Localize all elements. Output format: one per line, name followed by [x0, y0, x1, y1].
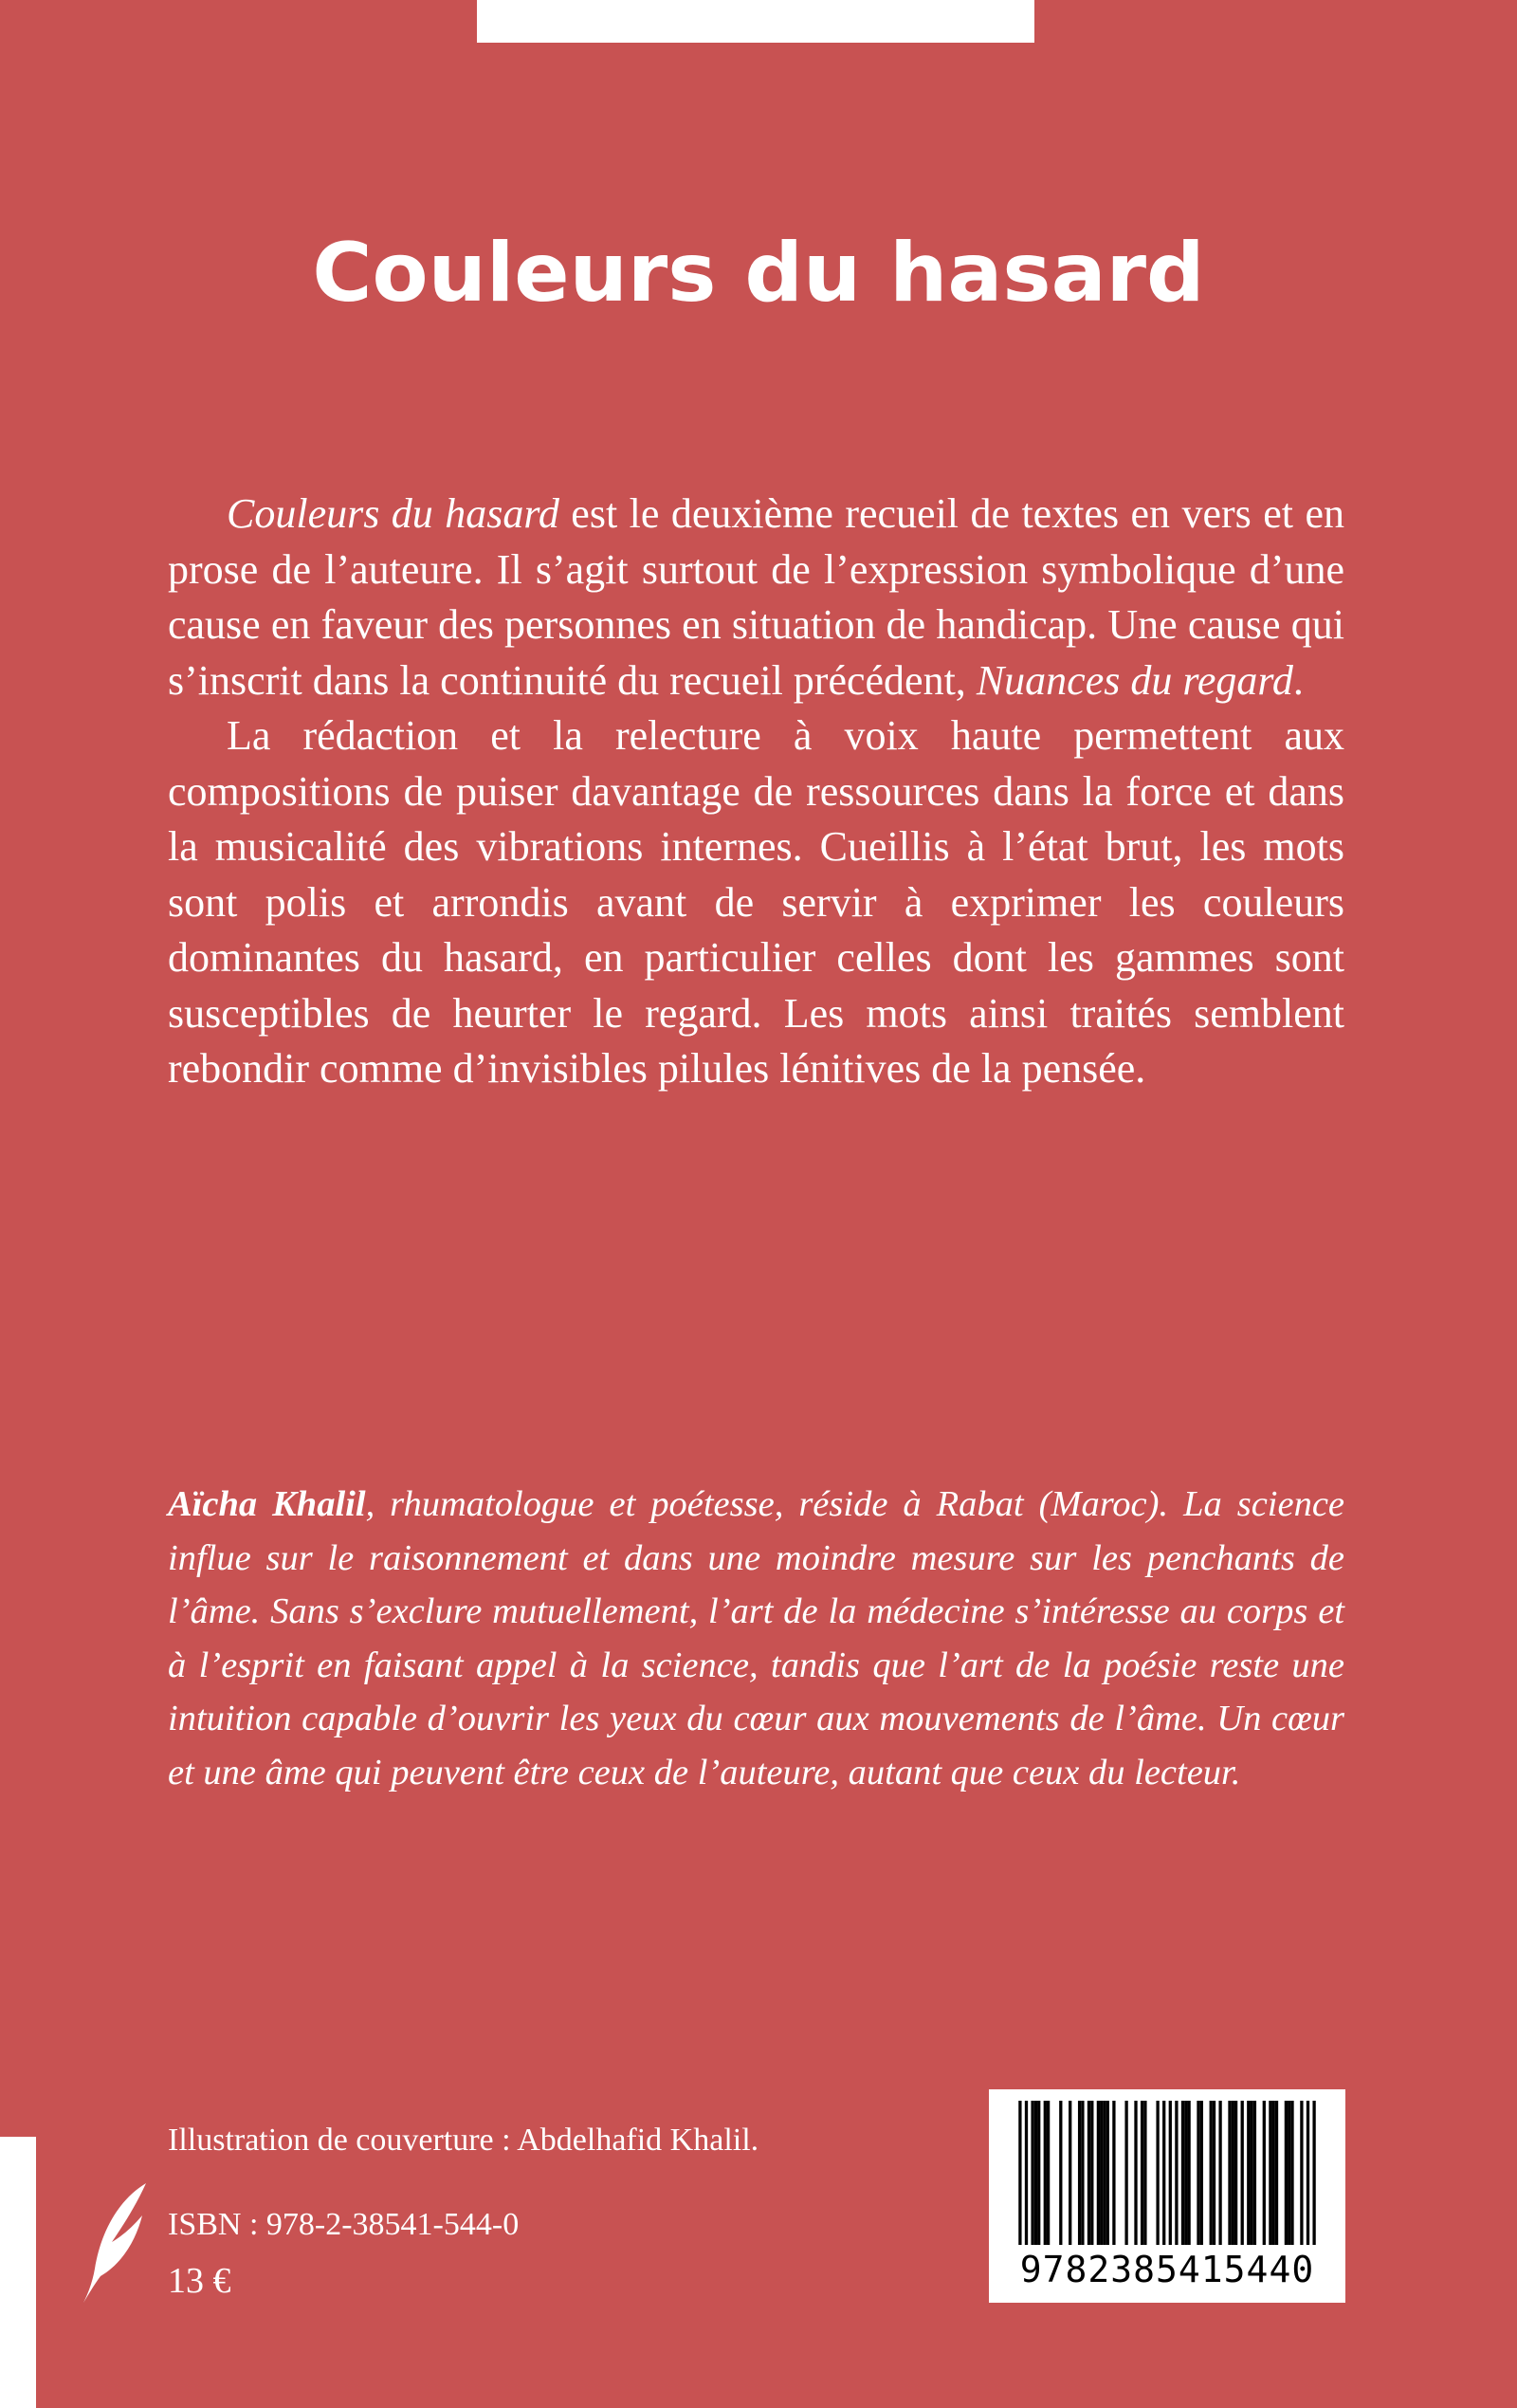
- barcode-bar: [1187, 2101, 1190, 2245]
- feather-quill-icon: [80, 2181, 150, 2305]
- illustration-credit: Illustration de couverture : Abdelhafid Khalil.: [168, 2123, 759, 2158]
- barcode-bar: [1124, 2101, 1127, 2245]
- barcode-digits: 9782385415440: [1019, 2249, 1315, 2290]
- barcode-bar: [1228, 2101, 1231, 2245]
- author-bio-paragraph: [168, 1478, 1344, 1799]
- barcode-bar: [1018, 2101, 1021, 2245]
- barcode-bar: [1275, 2101, 1278, 2245]
- barcode-bar: [1090, 2101, 1093, 2245]
- author-bio: [168, 1478, 1344, 1799]
- barcode-icon: [989, 2089, 1345, 2251]
- barcode-bar: [1078, 2101, 1081, 2245]
- barcode-bar: [1025, 2101, 1028, 2245]
- barcode-bar: [1175, 2101, 1178, 2245]
- barcode-bar: [1100, 2101, 1103, 2245]
- barcode-bar: [1253, 2101, 1256, 2245]
- left-edge-strip: [0, 2137, 36, 2408]
- barcode-bar: [1103, 2101, 1106, 2245]
- barcode-bar: [1143, 2101, 1146, 2245]
- barcode-bar: [1218, 2101, 1221, 2245]
- barcode-bar: [1097, 2101, 1100, 2245]
- summary-paragraph-2: La rédaction et la relecture à voix haute permettent aux compositions de puiser davantage de ressources dans la force et dans la musicalité des vibrations internes. Cueillis à l’état brut, les mots sont polis et arrondis avant de servir à exprimer les couleurs dominantes du hasard, en particulier celles dont les gammes sont susceptibles de heurter le regard. Les mots ainsi traités semblent rebondir comme d’invisibles pilules lénitives de la pensée.: [168, 712, 1344, 1092]
- barcode-bar: [1290, 2101, 1293, 2245]
- previous-book-italic: Nuances du regard: [976, 656, 1293, 704]
- barcode-bar: [1141, 2101, 1143, 2245]
- barcode-bar: [1112, 2101, 1115, 2245]
- summary-p1-end: .: [1292, 656, 1304, 704]
- barcode-bar: [1181, 2101, 1184, 2245]
- barcode-bar: [1234, 2101, 1237, 2245]
- barcode-bar: [1272, 2101, 1275, 2245]
- summary-p1-text: est le deuxième recueil de textes en vers et en prose de l’auteure. Il s’agit surtout de l’expression symbolique d’une cause en faveur des personnes en situation de handicap. Une cause qui s’inscrit dans la continuité du recueil précédent,: [168, 490, 1344, 704]
- book-summary: [168, 487, 1344, 1097]
- book-title: Couleurs du hasard: [312, 226, 1205, 321]
- barcode-bar: [1200, 2101, 1203, 2245]
- author-name: Aïcha Khalil: [168, 1484, 366, 1524]
- barcode-bar: [1037, 2101, 1040, 2245]
- barcode-bar: [1312, 2101, 1315, 2245]
- barcode-bar: [1031, 2101, 1033, 2245]
- summary-paragraph-1: [168, 487, 1344, 708]
- price: 13 €: [168, 2261, 231, 2301]
- barcode-bar: [1106, 2101, 1109, 2245]
- isbn: ISBN : 978-2-38541-544-0: [168, 2207, 520, 2242]
- barcode-bar: [1241, 2101, 1244, 2245]
- barcode-bar: [1263, 2101, 1266, 2245]
- barcode-bar: [1184, 2101, 1187, 2245]
- barcode-bar: [1069, 2101, 1071, 2245]
- barcode-bar: [1213, 2101, 1215, 2245]
- barcode-bar: [1169, 2101, 1172, 2245]
- barcode-bar: [1134, 2101, 1137, 2245]
- barcode-bar: [1250, 2101, 1252, 2245]
- barcode-bar: [1034, 2101, 1037, 2245]
- barcode-bar: [1081, 2101, 1084, 2245]
- barcode-bar: [1232, 2101, 1234, 2245]
- barcode-bar: [1307, 2101, 1309, 2245]
- barcode-bar: [1197, 2101, 1199, 2245]
- barcode-bar: [1300, 2101, 1303, 2245]
- barcode-bar: [1059, 2101, 1062, 2245]
- top-spine-tab: [477, 0, 1034, 43]
- barcode-bar: [1210, 2101, 1213, 2245]
- barcode-bar: [1044, 2101, 1047, 2245]
- barcode: [989, 2089, 1345, 2303]
- barcode-bar: [1288, 2101, 1290, 2245]
- barcode-bar: [1047, 2101, 1050, 2245]
- barcode-bar: [1087, 2101, 1090, 2245]
- barcode-bar: [1156, 2101, 1159, 2245]
- barcode-bar: [1285, 2101, 1288, 2245]
- summary-title-italic: Couleurs du hasard: [227, 490, 559, 537]
- barcode-bar: [1247, 2101, 1250, 2245]
- barcode-bar: [1162, 2101, 1165, 2245]
- barcode-bar: [1269, 2101, 1271, 2245]
- author-bio-text: , rhumatologue et poétesse, réside à Rabat (Maroc). La science influe sur le raisonnement et dans une moindre mesure sur les penchants de l’âme. Sans s’exclure mutuellement, l’art de la médecine s’intéresse au corps et à l’esprit en faisant appel à la science, tandis que l’art de la poésie reste une intuition capable d’ouvrir les yeux du cœur aux mouvements de l’âme. Un cœur et une âme qui peuvent être ceux de l’auteure, autant que ceux du lecteur.: [168, 1484, 1344, 1792]
